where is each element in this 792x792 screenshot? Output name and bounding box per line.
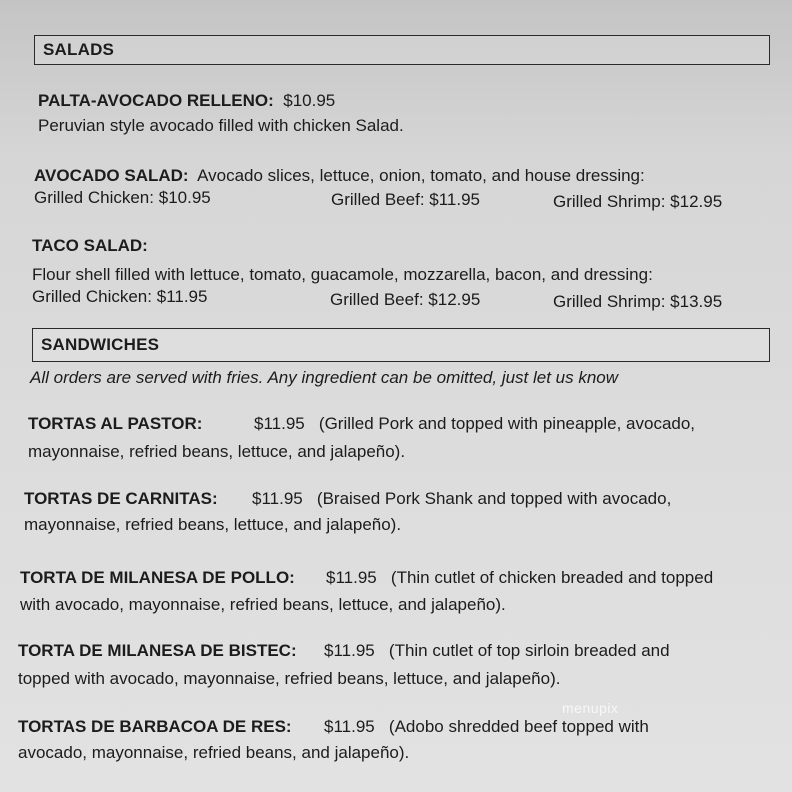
sandwich-item-milanesa-bistec [18,640,670,662]
option-label: Grilled Shrimp: [553,292,666,311]
salads-header: SALADS [43,40,115,59]
sandwiches-header-box [32,328,770,362]
item-name: TORTA DE MILANESA DE POLLO: [20,568,295,587]
item-description: (Thin cutlet of top sirloin breaded and [388,641,670,660]
option-price: $12.95 [428,290,481,309]
option-price: $11.95 [156,287,208,306]
option-price: $11.95 [429,190,481,209]
sandwich-item-pastor-desc2: mayonnaise, refried beans, lettuce, and jalapeño). [28,442,406,461]
sandwich-item-barbacoa-desc2: avocado, mayonnaise, refried beans, and jalapeño). [18,743,410,762]
salads-header-box [34,35,770,65]
sandwich-item-barbacoa [18,716,649,738]
palta-title-line [38,90,335,112]
option-label: Grilled Chicken: [34,188,154,207]
sandwich-item-milanesa-bistec-desc2: topped with avocado, mayonnaise, refried beans, lettuce, and jalapeño). [18,669,561,688]
palta-name: PALTA-AVOCADO RELLENO: [38,91,274,110]
avocado-salad-name: AVOCADO SALAD: [34,166,189,185]
item-description: (Thin cutlet of chicken breaded and topped [390,568,714,587]
avocado-salad-title-line [34,165,645,187]
item-name: TORTA DE MILANESA DE BISTEC: [18,641,297,660]
sandwich-item-pastor [28,413,695,435]
avocado-salad-description: Avocado slices, lettuce, onion, tomato, and house dressing: [197,166,645,185]
sandwich-item-carnitas [24,488,671,510]
option-label: Grilled Beef: [331,190,425,209]
sandwich-item-carnitas-desc2: mayonnaise, refried beans, lettuce, and jalapeño). [24,515,402,534]
item-description: (Adobo shredded beef topped with [388,717,649,736]
option-label: Grilled Chicken: [32,287,152,306]
sandwiches-header: SANDWICHES [41,335,160,354]
sandwich-item-milanesa-pollo [20,567,713,589]
item-price: $11.95 [324,641,375,660]
item-description: (Grilled Pork and topped with pineapple, avocado, [318,414,696,433]
item-name: TORTAS DE BARBACOA DE RES: [18,717,292,736]
item-name: TORTAS AL PASTOR: [28,414,203,433]
taco-option-beef [330,289,480,311]
sandwich-item-milanesa-pollo-desc2: with avocado, mayonnaise, refried beans, lettuce, and jalapeño). [20,595,506,614]
watermark-logo: menupix [562,700,619,716]
item-price: $11.95 [324,717,375,736]
taco-option-shrimp [553,291,722,313]
avocado-option-beef [331,189,480,211]
option-price: $10.95 [158,188,211,207]
item-price: $11.95 [254,414,305,433]
item-description: (Braised Pork Shank and topped with avocado, [316,489,672,508]
taco-option-chicken [32,286,207,308]
avocado-option-chicken [34,187,211,209]
taco-salad-name: TACO SALAD: [32,236,148,255]
item-name: TORTAS DE CARNITAS: [24,489,218,508]
palta-price: $10.95 [283,91,336,110]
option-label: Grilled Beef: [330,290,424,309]
item-price: $11.95 [252,489,303,508]
taco-salad-description: Flour shell filled with lettuce, tomato, guacamole, mozzarella, bacon, and dressing: [32,265,653,284]
item-price: $11.95 [326,568,377,587]
option-label: Grilled Shrimp: [553,192,666,211]
palta-description: Peruvian style avocado filled with chicken Salad. [38,116,404,135]
avocado-option-shrimp [553,191,722,213]
option-price: $12.95 [670,192,723,211]
sandwiches-note: All orders are served with fries. Any ingredient can be omitted, just let us know [30,368,619,387]
option-price: $13.95 [670,292,723,311]
